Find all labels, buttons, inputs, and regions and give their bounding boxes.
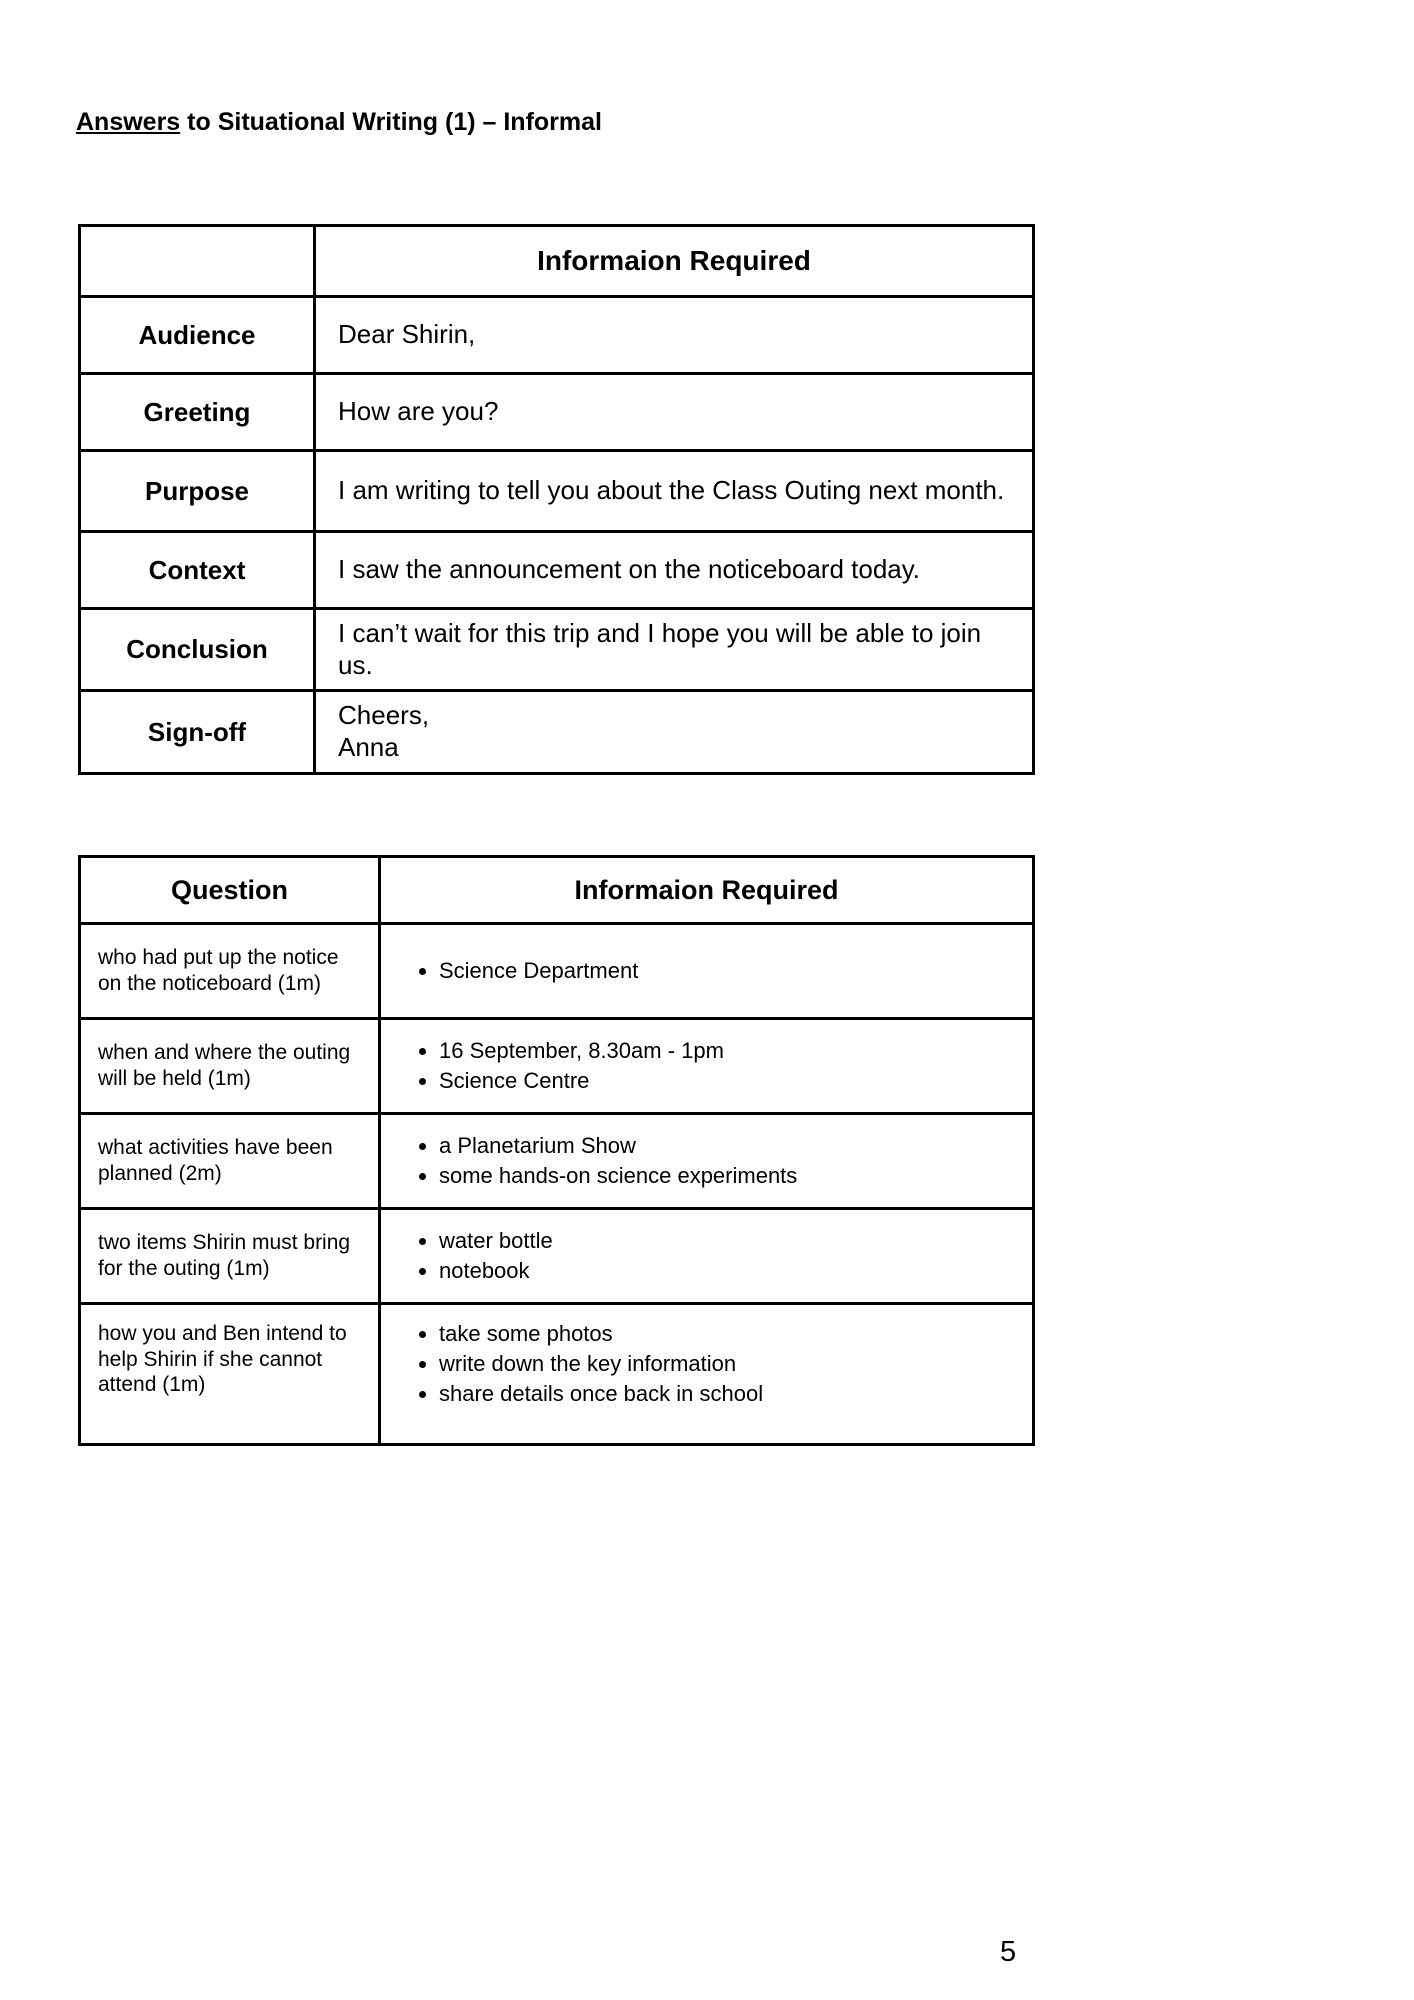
answer-item: • take some photos [439,1319,1024,1349]
answer-item: • Science Centre [439,1066,1024,1096]
information-required-header: Informaion Required [380,857,1034,924]
answer-item: • write down the key information [439,1349,1024,1379]
page-title-underlined-word: Answers [76,108,181,136]
question-cell: two items Shirin must bring for the outing (1m) [80,1209,380,1304]
row-content: Dear Shirin, [315,297,1034,374]
answer-item: • 16 September, 8.30am - 1pm [439,1036,1024,1066]
table-row [80,1019,1034,1114]
row-label: Audience [80,297,315,374]
table-row [80,1114,1034,1209]
answer-components-table [78,224,1035,775]
table-row [80,374,1034,451]
answer-cell [380,1304,1034,1445]
question-cell: what activities have been planned (2m) [80,1114,380,1209]
row-label: Purpose [80,451,315,532]
question-information-table [78,855,1035,1446]
answer-cell [380,924,1034,1019]
table-row [80,609,1034,691]
answer-list [381,956,1024,986]
page-title [76,108,602,137]
row-label: Greeting [80,374,315,451]
question-header: Question [80,857,380,924]
table-row [80,1304,1034,1445]
answer-cell [380,1019,1034,1114]
answer-cell [380,1114,1034,1209]
row-content [315,691,1034,773]
answer-item: • Science Department [439,956,1024,986]
question-cell: how you and Ben intend to help Shirin if she cannot attend (1m) [80,1304,380,1445]
table-header-row [80,857,1034,924]
answer-item: • a Planetarium Show [439,1131,1024,1161]
answer-list [381,1226,1024,1286]
row-label: Conclusion [80,609,315,691]
answer-list [381,1131,1024,1191]
answer-list [381,1319,1024,1409]
answer-item: • water bottle [439,1226,1024,1256]
page-number: 5 [1000,1936,1017,1968]
answer-item: • share details once back in school [439,1379,1024,1409]
page-title-rest: to Situational Writing (1) – Informal [180,108,602,136]
table-row [80,691,1034,773]
table-row [80,297,1034,374]
row-content: I can’t wait for this trip and I hope you will be able to join us. [315,609,1034,691]
sign-off-line: Cheers, [338,700,430,731]
information-required-header: Informaion Required [315,226,1034,297]
row-content: I am writing to tell you about the Class Outing next month. [315,451,1034,532]
row-content: How are you? [315,374,1034,451]
table-row [80,1209,1034,1304]
table-header-row [80,226,1034,297]
empty-header-cell [80,226,315,297]
answer-cell [380,1209,1034,1304]
answer-list [381,1036,1024,1096]
table-row [80,451,1034,532]
row-content: I saw the announcement on the noticeboard today. [315,532,1034,609]
row-label: Sign-off [80,691,315,773]
table-row [80,532,1034,609]
answer-item: • some hands-on science experiments [439,1161,1024,1191]
table-row [80,924,1034,1019]
question-cell: who had put up the notice on the noticeboard (1m) [80,924,380,1019]
question-cell: when and where the outing will be held (1m) [80,1019,380,1114]
row-label: Context [80,532,315,609]
answer-item: • notebook [439,1256,1024,1286]
sign-off-line: Anna [338,732,399,763]
